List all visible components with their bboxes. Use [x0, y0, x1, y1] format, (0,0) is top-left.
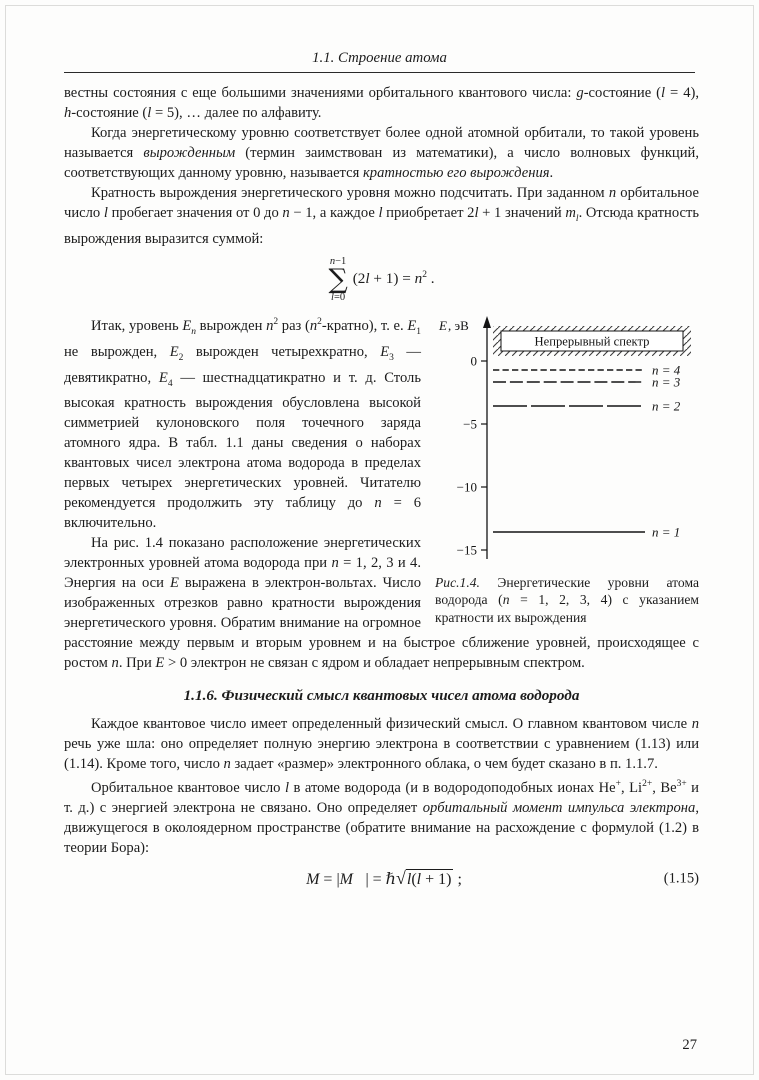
running-header: [0, 0, 759, 73]
paragraph: Кратность вырождения энергетического уровня можно подсчитать. При заданном n орбитальное число l пробегает значения от 0 до n − 1, а каждое l приобретает 2l + 1 значений $m_l$. Отсюда кратность вырождения выразится суммой:: [64, 185, 700, 247]
paragraph: Итак, уровень $E_n$ вырожден $n^2$ раз $(n^2-кратно)$, т. е. $E_1$ не вырожден, $E_2$ вырожден четырехкратно, $E_3$ — девятикратно, $E_4$ — шестнадцатикратно и т. д. Столь высокая кратность вырождения обусловлена высокой симметрией кулоновского поля точечного заряда атомного ядра. В табл. 1.1 даны сведения о наборах квантовых чисел электрона атома водорода в пределах первых четырех энергетических уровней. Читателю рекомендуется продолжить эту таблицу до n = 6 включительно.: [64, 316, 421, 532]
figure-1-4: [435, 314, 699, 627]
level-label-n1: n = 1: [652, 524, 681, 540]
paragraph: Орбитальное квантовое число l в атоме водорода (и в водородоподобных ионах He+, $Li^{2+}$, $Be^{3+}$ и т. д.) с энергией электрона не связано. Оно определяет орбитальный момент импульса электрона, движущегося в околоядерном пространстве (обратите внимание на расхождение с формулой (1.2) в теории Бора):: [64, 779, 699, 857]
figure-text-region: [64, 312, 699, 674]
sum-formula: [64, 256, 699, 303]
page-number: 27: [682, 1037, 697, 1053]
page-content: [0, 73, 759, 889]
chapter-title: 1.1. Строение атома: [312, 50, 447, 66]
paragraph: Когда энергетическому уровню соответствует более одной атомной орбитали, то такой уровень называется вырожденным (термин заимствован из математики), а число волновых функций, соответствующих данному уровню, называется кратностью его вырождения.: [64, 125, 700, 181]
equation-number: (1.15): [663, 870, 699, 887]
sum-expression: $(2l + 1) = n^2$ .: [352, 270, 435, 288]
continuous-spectrum-label: Непрерывный спектр: [534, 334, 650, 349]
moment-formula: [64, 868, 699, 889]
sum-lower-limit: l=0: [331, 291, 346, 303]
energy-level-diagram: [435, 314, 699, 564]
section-heading: 1.1.6. Физический смысл квантовых чисел атома водорода: [183, 687, 580, 705]
axis-arrow-icon: [483, 316, 491, 328]
tick-label-0: 0: [470, 353, 477, 369]
level-label-n4: n = 4: [652, 362, 681, 378]
tick-label-minus5: −5: [463, 416, 477, 432]
paragraph-continuation: вестны состояния с еще большими значениями орбитального квантового числа: g-состояние (l = 4), h-состояние (l = 5), … далее по алфавиту.: [64, 85, 699, 121]
axis-label-unit: , эВ: [448, 317, 469, 333]
sigma-symbol: ∑: [328, 263, 348, 295]
axis-label-var: E: [439, 317, 447, 333]
summation-sign: [328, 256, 347, 303]
moment-expression: M = |M⃗| = ℏ√l(l + 1) ;: [306, 868, 462, 889]
sum-upper-limit: n−1: [329, 255, 347, 267]
tick-label-minus15: −15: [456, 542, 477, 558]
level-label-n2: n = 2: [652, 398, 681, 414]
paragraph: Каждое квантовое число имеет определенный физический смысл. О главном квантовом числе n речь уже шла: оно определяет полную энергию электрона в соответствии с уравнением (1.13) или (1.14). Кроме того, число n задает «размер» электронного облака, о чем будет сказано в п. 1.1.7.: [64, 716, 699, 773]
tick-label-minus10: −10: [456, 479, 477, 495]
level-label-n3: n = 3: [652, 374, 681, 390]
paragraph: На рис. 1.4 показано расположение энергетических электронных уровней атома водорода при n = 1, 2, 3 и 4. Энергия на оси E выражена в электрон-вольтах. Число изображенных отрезков равно кратности вырождения энергетического уровня. Обратим внимание на огромное расстояние между первым и вторым уровнем и на быстрое сближение уровней, происходящее с ростом n. При E > 0 электрон не связан с ядром и обладает непрерывным спектром.: [64, 535, 699, 672]
figure-caption: Рис.1.4. Энергетические уровни атома водорода (n = 1, 2, 3, 4) с указанием кратности их вырождения: [435, 574, 699, 625]
